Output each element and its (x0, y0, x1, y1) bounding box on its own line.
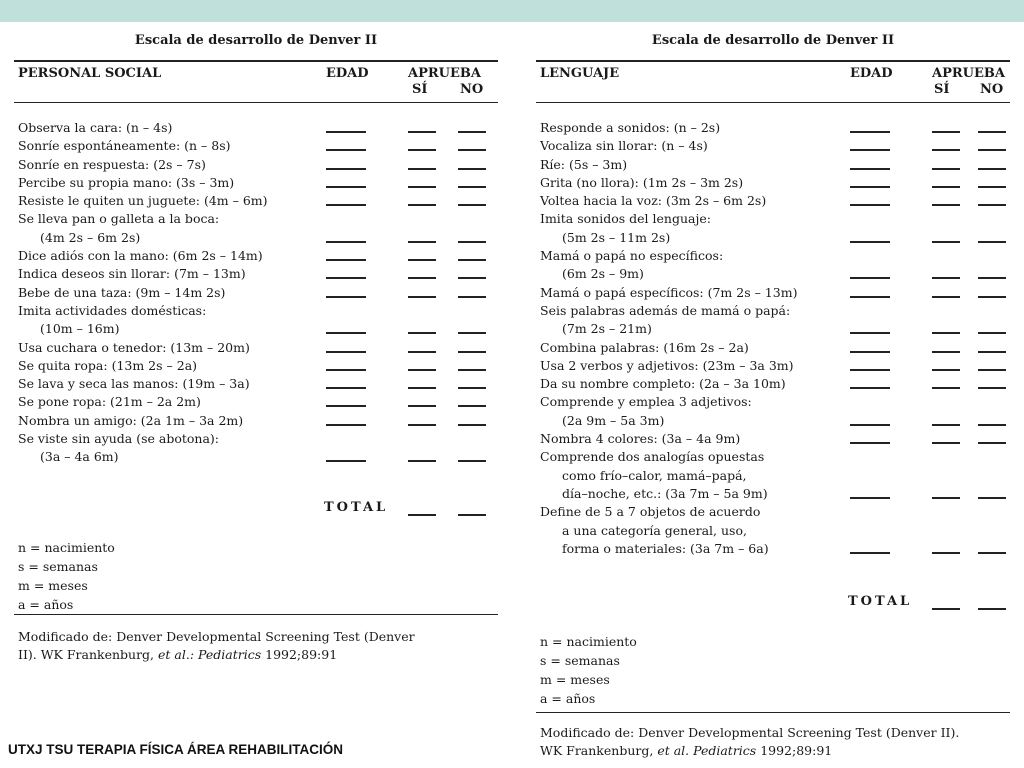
si-blank[interactable] (932, 351, 960, 353)
milestone-text: Observa la cara: (n – 4s) (18, 120, 173, 135)
edad-blank[interactable] (850, 277, 890, 279)
citation-line (18, 646, 502, 664)
milestone-text: Indica deseos sin llorar: (7m – 13m) (18, 266, 246, 282)
legend-item: a = años (18, 597, 74, 612)
abbreviation-legend (18, 538, 115, 614)
milestone-row (14, 192, 498, 210)
milestone-row (14, 247, 498, 265)
milestone-text: Nombra 4 colores: (3a – 4a 9m) (540, 431, 741, 447)
milestone-row (536, 284, 1010, 302)
milestone-row (536, 210, 1010, 228)
form-title: Escala de desarrollo de Denver II (134, 33, 378, 48)
edad-blank[interactable] (850, 168, 890, 170)
milestone-row (14, 137, 498, 155)
si-blank[interactable] (932, 424, 960, 426)
milestone-text: Grita (no llora): (1m 2s – 3m 2s) (540, 174, 744, 190)
section-heading: PERSONAL SOCIAL (18, 66, 162, 81)
no-blank[interactable] (978, 277, 1006, 279)
milestone-text: (6m 2s – 9m) (562, 266, 644, 282)
milestone-text: día–noche, etc.: (3a 7m – 5a 9m) (562, 485, 768, 501)
no-blank[interactable] (978, 387, 1006, 389)
milestone-text: Mamá o papá específicos: (7m 2s – 13m) (540, 284, 798, 300)
milestone-text: (2a 9m – 5a 3m) (562, 412, 665, 428)
citation-line: Modificado de: Denver Developmental Screening Test (Denver (18, 629, 415, 644)
milestone-row (536, 375, 1010, 393)
form-header (14, 62, 498, 102)
section-heading: LENGUAJE (540, 66, 620, 81)
edad-blank[interactable] (850, 387, 890, 389)
total-no-blank[interactable] (458, 514, 486, 516)
si-blank[interactable] (408, 149, 436, 151)
edad-column-heading: EDAD (326, 66, 369, 81)
edad-blank[interactable] (850, 351, 890, 353)
milestone-row (536, 448, 1010, 466)
milestone-row (536, 174, 1010, 192)
si-blank[interactable] (408, 168, 436, 170)
milestone-row (14, 448, 498, 466)
milestone-row (536, 522, 1010, 540)
milestone-row (536, 192, 1010, 210)
no-blank[interactable] (978, 168, 1006, 170)
edad-blank[interactable] (326, 460, 366, 462)
milestone-text: Se quita ropa: (13m 2s – 2a) (18, 357, 198, 373)
no-blank[interactable] (458, 277, 486, 279)
aprueba-column-heading: APRUEBA (932, 66, 1005, 81)
edad-blank[interactable] (326, 351, 366, 353)
si-blank[interactable] (932, 168, 960, 170)
no-blank[interactable] (978, 296, 1006, 298)
legend-item: m = meses (540, 672, 610, 687)
milestone-row (14, 339, 498, 357)
no-column-heading: NO (460, 82, 484, 97)
si-blank[interactable] (408, 259, 436, 261)
no-blank[interactable] (458, 259, 486, 261)
milestone-text: Resiste le quiten un juguete: (4m – 6m) (18, 193, 268, 209)
si-blank[interactable] (408, 424, 436, 426)
milestone-text: como frío–calor, mamá–papá, (562, 467, 747, 483)
milestone-text: Define de 5 a 7 objetos de acuerdo (540, 504, 761, 520)
citation (540, 724, 1014, 760)
no-blank[interactable] (458, 149, 486, 151)
milestone-row (536, 467, 1010, 485)
milestone-row (14, 375, 498, 393)
no-blank[interactable] (458, 131, 486, 133)
total-label: TOTAL (848, 594, 913, 609)
citation-journal: et al.: Pediatrics (158, 647, 262, 662)
si-blank[interactable] (932, 442, 960, 444)
no-blank[interactable] (978, 186, 1006, 188)
personal-social-form (14, 30, 498, 662)
milestone-row (536, 265, 1010, 283)
no-blank[interactable] (458, 296, 486, 298)
no-blank[interactable] (978, 241, 1006, 243)
milestone-text: (5m 2s – 11m 2s) (562, 229, 671, 245)
edad-blank[interactable] (326, 332, 366, 334)
citation-year: 1992;89:91 (261, 647, 338, 662)
milestone-row (14, 229, 498, 247)
milestone-row (536, 156, 1010, 174)
no-column-heading: NO (980, 82, 1004, 97)
milestone-text: Comprende y emplea 3 adjetivos: (540, 394, 752, 410)
milestone-row (14, 210, 498, 228)
milestone-text: forma o materiales: (3a 7m – 6a) (562, 540, 769, 556)
milestone-text: Se viste sin ayuda (se abotona): (18, 431, 220, 447)
milestone-row (14, 412, 498, 430)
no-blank[interactable] (978, 424, 1006, 426)
milestone-text: (3a – 4a 6m) (40, 449, 119, 465)
milestone-row (536, 412, 1010, 430)
milestone-text: Imita sonidos del lenguaje: (540, 211, 711, 227)
no-blank[interactable] (978, 204, 1006, 206)
citation-rule (14, 614, 498, 615)
edad-blank[interactable] (326, 259, 366, 261)
milestone-row (536, 430, 1010, 448)
milestone-text: Ríe: (5s – 3m) (540, 156, 628, 172)
si-blank[interactable] (932, 369, 960, 371)
milestone-row (14, 265, 498, 283)
milestone-text: Se pone ropa: (21m – 2a 2m) (18, 394, 201, 410)
milestone-row (536, 137, 1010, 155)
edad-blank[interactable] (326, 405, 366, 407)
si-blank[interactable] (932, 332, 960, 334)
no-blank[interactable] (458, 241, 486, 243)
milestone-text: Usa cuchara o tenedor: (13m – 20m) (18, 339, 250, 355)
si-blank[interactable] (408, 204, 436, 206)
no-blank[interactable] (458, 405, 486, 407)
milestone-text: Comprende dos analogías opuestas (540, 449, 765, 465)
no-blank[interactable] (458, 460, 486, 462)
milestone-row (14, 357, 498, 375)
si-blank[interactable] (932, 497, 960, 499)
milestone-list (536, 119, 1010, 558)
edad-blank[interactable] (850, 149, 890, 151)
no-blank[interactable] (978, 552, 1006, 554)
abbreviation-legend (540, 632, 637, 708)
edad-blank[interactable] (850, 186, 890, 188)
milestone-row (14, 284, 498, 302)
milestone-row (14, 119, 498, 137)
si-blank[interactable] (932, 552, 960, 554)
milestone-text: Vocaliza sin llorar: (n – 4s) (540, 138, 708, 154)
si-blank[interactable] (408, 332, 436, 334)
legend-item: s = semanas (540, 653, 620, 668)
no-blank[interactable] (458, 332, 486, 334)
milestone-text: Sonríe en respuesta: (2s – 7s) (18, 156, 206, 172)
si-blank[interactable] (408, 241, 436, 243)
milestone-row (14, 430, 498, 448)
edad-column-heading: EDAD (850, 66, 893, 81)
no-blank[interactable] (458, 387, 486, 389)
milestone-text: Percibe su propia mano: (3s – 3m) (18, 174, 235, 190)
milestone-text: Imita actividades domésticas: (18, 302, 207, 318)
no-blank[interactable] (458, 204, 486, 206)
no-blank[interactable] (978, 442, 1006, 444)
edad-blank[interactable] (326, 241, 366, 243)
citation-line (540, 742, 1014, 760)
edad-blank[interactable] (850, 442, 890, 444)
no-blank[interactable] (458, 168, 486, 170)
milestone-row (536, 302, 1010, 320)
edad-blank[interactable] (850, 369, 890, 371)
edad-blank[interactable] (326, 168, 366, 170)
legend-item: s = semanas (18, 559, 98, 574)
edad-blank[interactable] (326, 369, 366, 371)
milestone-list (14, 119, 498, 467)
si-blank[interactable] (932, 296, 960, 298)
no-blank[interactable] (978, 149, 1006, 151)
edad-blank[interactable] (326, 296, 366, 298)
no-blank[interactable] (978, 369, 1006, 371)
milestone-text: Combina palabras: (16m 2s – 2a) (540, 339, 749, 355)
si-blank[interactable] (408, 277, 436, 279)
edad-blank[interactable] (850, 241, 890, 243)
header-bottom-rule (536, 102, 1010, 103)
si-blank[interactable] (932, 277, 960, 279)
no-blank[interactable] (978, 131, 1006, 133)
edad-blank[interactable] (850, 497, 890, 499)
form-title: Escala de desarrollo de Denver II (651, 33, 895, 48)
milestone-row (14, 302, 498, 320)
total-no-blank[interactable] (978, 608, 1006, 610)
no-blank[interactable] (458, 351, 486, 353)
si-blank[interactable] (932, 131, 960, 133)
citation-journal: et al. Pediatrics (657, 743, 757, 758)
milestone-text: Mamá o papá no específicos: (540, 248, 724, 264)
si-blank[interactable] (408, 351, 436, 353)
si-column-heading: SÍ (934, 82, 950, 97)
si-blank[interactable] (932, 241, 960, 243)
legend-item: n = nacimiento (540, 634, 637, 649)
header-bottom-rule (14, 102, 498, 103)
si-blank[interactable] (932, 204, 960, 206)
milestone-text: (4m 2s – 6m 2s) (40, 229, 141, 245)
edad-blank[interactable] (326, 277, 366, 279)
si-blank[interactable] (408, 460, 436, 462)
si-column-heading: SÍ (412, 82, 428, 97)
no-blank[interactable] (978, 497, 1006, 499)
no-blank[interactable] (458, 369, 486, 371)
total-label: TOTAL (324, 500, 389, 515)
citation-line: Modificado de: Denver Developmental Screening Test (Denver II). (540, 725, 960, 740)
edad-blank[interactable] (850, 332, 890, 334)
edad-blank[interactable] (850, 552, 890, 554)
milestone-row (14, 156, 498, 174)
si-blank[interactable] (408, 131, 436, 133)
lenguaje-form (536, 30, 1010, 758)
no-blank[interactable] (978, 351, 1006, 353)
milestone-text: Seis palabras además de mamá o papá: (540, 302, 791, 318)
milestone-row (536, 339, 1010, 357)
si-blank[interactable] (408, 296, 436, 298)
si-blank[interactable] (408, 369, 436, 371)
edad-blank[interactable] (326, 424, 366, 426)
si-blank[interactable] (408, 186, 436, 188)
citation (18, 628, 502, 664)
milestone-row (536, 357, 1010, 375)
milestone-row (536, 393, 1010, 411)
edad-blank[interactable] (850, 131, 890, 133)
milestone-text: Se lleva pan o galleta a la boca: (18, 211, 220, 227)
milestone-row (536, 320, 1010, 338)
milestone-row (14, 393, 498, 411)
edad-blank[interactable] (326, 387, 366, 389)
si-blank[interactable] (932, 186, 960, 188)
milestone-text: Bebe de una taza: (9m – 14m 2s) (18, 284, 226, 300)
milestone-text: (7m 2s – 21m) (562, 321, 652, 337)
edad-blank[interactable] (326, 149, 366, 151)
si-blank[interactable] (408, 405, 436, 407)
milestone-row (536, 119, 1010, 137)
milestone-text: Se lava y seca las manos: (19m – 3a) (18, 376, 250, 392)
milestone-text: Nombra un amigo: (2a 1m – 3a 2m) (18, 412, 244, 428)
no-blank[interactable] (978, 332, 1006, 334)
edad-blank[interactable] (326, 186, 366, 188)
milestone-row (14, 320, 498, 338)
form-header (536, 62, 1010, 102)
milestone-text: Da su nombre completo: (2a – 3a 10m) (540, 376, 786, 392)
citation-author: WK Frankenburg, (540, 743, 658, 758)
no-blank[interactable] (458, 424, 486, 426)
citation-rule (536, 712, 1010, 713)
total-si-blank[interactable] (932, 608, 960, 610)
milestone-row (536, 229, 1010, 247)
no-blank[interactable] (458, 186, 486, 188)
edad-blank[interactable] (850, 296, 890, 298)
si-blank[interactable] (408, 387, 436, 389)
edad-blank[interactable] (326, 131, 366, 133)
legend-item: n = nacimiento (18, 540, 115, 555)
milestone-row (536, 503, 1010, 521)
top-band (0, 0, 1024, 22)
total-si-blank[interactable] (408, 514, 436, 516)
milestone-text: Responde a sonidos: (n – 2s) (540, 120, 721, 135)
edad-blank[interactable] (850, 204, 890, 206)
milestone-row (536, 540, 1010, 558)
edad-blank[interactable] (850, 424, 890, 426)
milestone-row (14, 174, 498, 192)
si-blank[interactable] (932, 149, 960, 151)
edad-blank[interactable] (326, 204, 366, 206)
citation-author: II). WK Frankenburg, (18, 647, 159, 662)
aprueba-column-heading: APRUEBA (408, 66, 481, 81)
footer-label: UTXJ TSU TERAPIA FÍSICA ÁREA REHABILITACIÓN (8, 742, 344, 757)
milestone-row (536, 247, 1010, 265)
milestone-text: Sonríe espontáneamente: (n – 8s) (18, 138, 231, 154)
citation-year: 1992;89:91 (756, 743, 833, 758)
legend-item: m = meses (18, 578, 88, 593)
legend-item: a = años (540, 691, 596, 706)
milestone-text: (10m – 16m) (40, 321, 120, 337)
milestone-text: Voltea hacia la voz: (3m 2s – 6m 2s) (540, 193, 767, 209)
milestone-text: Dice adiós con la mano: (6m 2s – 14m) (18, 248, 263, 264)
milestone-row (536, 485, 1010, 503)
milestone-text: a una categoría general, uso, (562, 522, 747, 538)
si-blank[interactable] (932, 387, 960, 389)
milestone-text: Usa 2 verbos y adjetivos: (23m – 3a 3m) (540, 357, 794, 373)
